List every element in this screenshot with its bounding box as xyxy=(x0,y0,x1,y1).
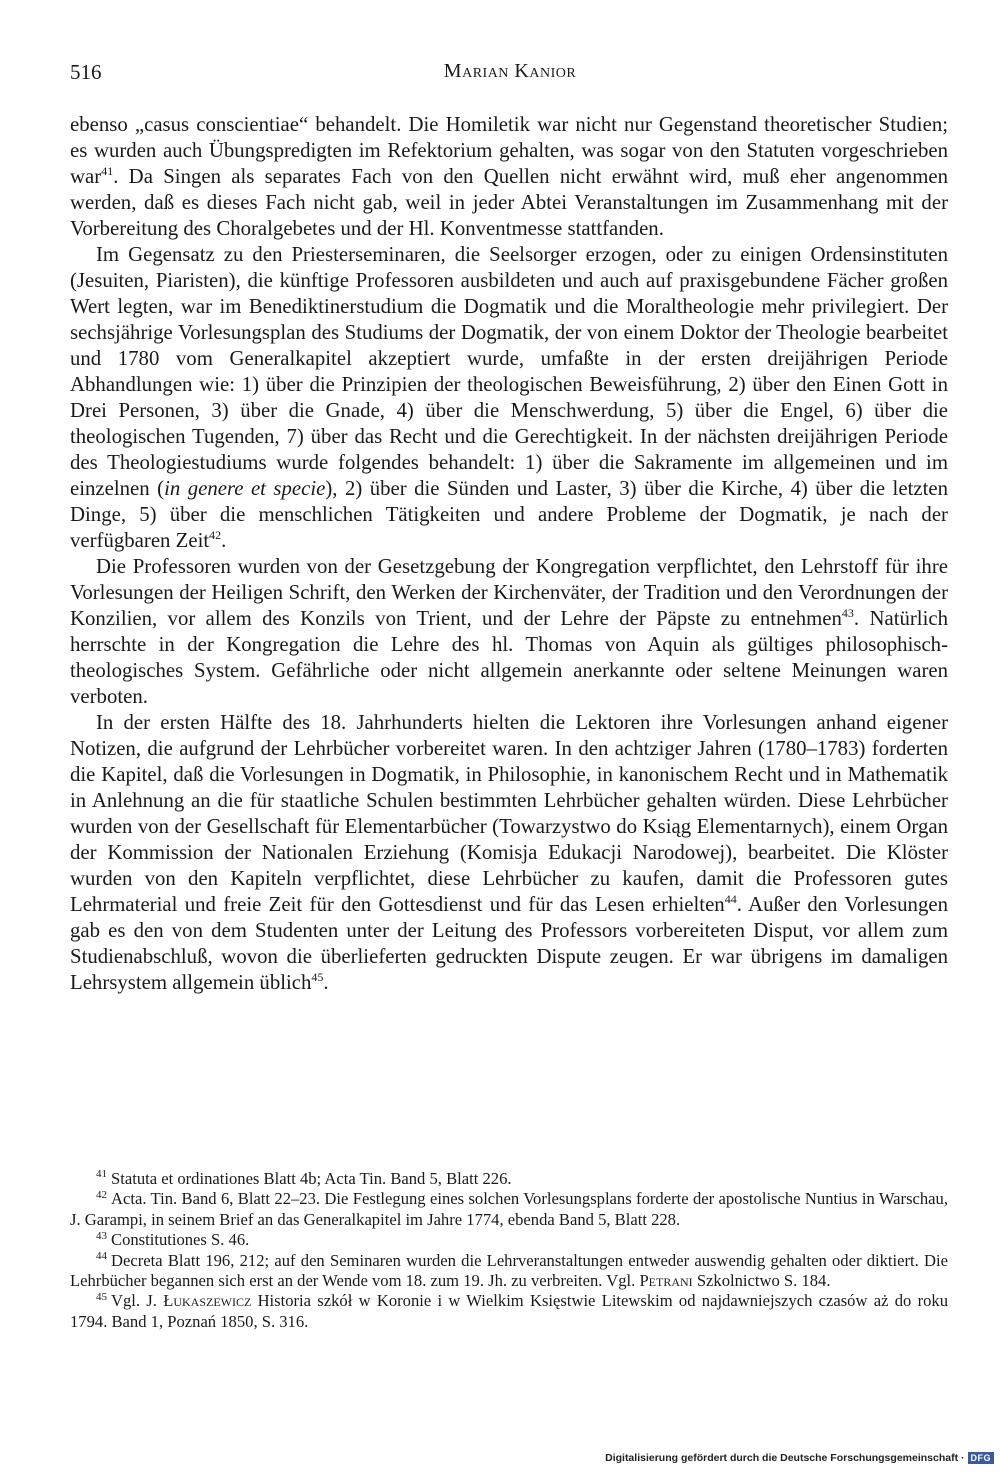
text-run: . xyxy=(323,971,329,994)
text-run: ebenso „casus conscientiae“ behandelt. Die Homiletik war nicht nur Gegenstand theoretischer Studien; es wurden auch Übungspredigten im Refektorium gehalten, was sogar von den Statuten vorgeschrieben war xyxy=(70,113,948,188)
text-run: Statuta et ordinationes Blatt 4b; Acta Tin. Band 5, Blatt 226. xyxy=(111,1169,512,1188)
author-name: Łukaszewicz xyxy=(163,1291,252,1311)
text-run: Acta. Tin. Band 6, Blatt 22–23. Die Festlegung eines solchen Vorlesungsplans forderte der apostolische Nuntius in Warschau, J. Garampi, in seinem Brief an das Generalkapitel im Jahre 1774, ebenda Band 5, Blatt 228. xyxy=(70,1189,948,1229)
digitization-credit xyxy=(605,1452,994,1464)
paragraph xyxy=(70,112,948,242)
text-run: . Da Singen als separates Fach von den Quellen nicht erwähnt wird, muß eher angenommen werden, daß es dieses Fach nicht gab, weil in jeder Abtei Veranstaltungen im Zusammenhang mit der Vorbereitung des Choralgebetes und der Hl. Konventmesse stattfanden. xyxy=(70,165,948,240)
footnote xyxy=(70,1251,948,1292)
text-run: Im Gegensatz zu den Priesterseminaren, die Seelsorger erzogen, oder zu einigen Ordensinstituten (Jesuiten, Piaristen), die künftige Professoren ausbildeten und auch auf praxisgebundene Fächer großen Wert legten, war im Benediktinerstudium die Dogmatik und die Moraltheologie mehr privilegiert. Der sechsjährige Vorlesungsplan des Studiums der Dogmatik, der von einem Doktor der Theologie bearbeitet und 1780 vom Generalkapitel akzeptiert wurde, umfaßte in der ersten dreijährigen Periode Abhandlungen wie: 1) über die Prinzipien der theologischen Beweisführung, 2) über den Einen Gott in Drei Personen, 3) über die Gnade, 4) über die Menschwerdung, 5) über die Engel, 6) über die theologischen Tugenden, 7) über das Recht und die Gerechtigkeit. In der nächsten dreijährigen Periode des Theologiestudiums wurde folgendes behandelt: 1) über die Sakramente im allgemeinen und im einzelnen ( xyxy=(70,243,948,500)
body-text xyxy=(70,112,948,996)
running-head: Marian Kanior xyxy=(443,60,577,82)
footnote-number: 41 xyxy=(96,1168,107,1181)
footnote-ref: 45 xyxy=(311,970,324,985)
author-name: Petrani xyxy=(639,1271,693,1291)
footnote-ref: 42 xyxy=(209,528,222,543)
italic-text: in genere et specie xyxy=(164,477,326,500)
text-run: . Außer den Vorlesungen gab es den von dem Studenten unter der Leitung des Professors vorbereiteten Disput, vor allem zum Studienabschluß, wovon die überlieferten gedruckten Dispute zeugen. Er war übrigens im damaligen Lehrsystem allgemein üblich xyxy=(70,893,948,994)
credit-text: Digitalisierung gefördert durch die Deutsche Forschungsgemeinschaft · xyxy=(605,1452,965,1464)
footnote-number: 44 xyxy=(96,1250,107,1263)
text-run: Die Professoren wurden von der Gesetzgebung der Kongregation verpflichtet, den Lehrstoff für ihre Vorlesungen der Heiligen Schrift, den Werken der Kirchenväter, der Tradition und den Verordnungen der Konzilien, vor allem des Konzils von Trient, und der Lehre der Päpste zu entnehmen xyxy=(70,555,948,630)
text-run: ), 2) über die Sünden und Laster, 3) über die Kirche, 4) über die letzten Dinge, 5) über die menschlichen Tätigkeiten und andere Probleme der Dogmatik, je nach der verfügbaren Zeit xyxy=(70,477,948,552)
paragraph xyxy=(70,710,948,996)
text-run: Decreta Blatt 196, 212; auf den Seminaren wurden die Lehrveranstaltungen entweder auswendig gehalten oder diktiert. Die Lehrbücher begannen sich erst an der Wende vom 18. zum 19. Jh. zu verbreiten. Vgl. xyxy=(70,1250,948,1291)
footnote-number: 42 xyxy=(96,1188,107,1201)
footnotes xyxy=(70,1169,948,1332)
text-run: In der ersten Hälfte des 18. Jahrhunderts hielten die Lektoren ihre Vorlesungen anhand eigener Notizen, die aufgrund der Lehrbücher vorbereitet waren. In den achtziger Jahren (1780–1783) forderten die Kapitel, daß die Vorlesungen in Dogmatik, in Philosophie, in kanonischem Recht und in Mathematik in Anlehnung an die für staatliche Schulen bestimmten Lehrbücher gehalten würden. Diese Lehrbücher wurden von der Gesellschaft für Elementarbücher (Towarzystwo do Ksiąg Elementarnych), einem Organ der Kommission der Nationalen Erziehung (Komisja Edukacji Narodowej), bearbeitet. Die Klöster wurden von den Kapiteln verpflichtet, diese Lehrbücher zu kaufen, damit die Professoren gutes Lehrmaterial und freie Zeit für den Gottesdienst und für das Lesen erhielten xyxy=(70,711,948,916)
footnote xyxy=(70,1291,948,1332)
footnote-number: 43 xyxy=(96,1229,107,1242)
text-run: Constitutiones S. 46. xyxy=(111,1230,250,1250)
footnote-number: 45 xyxy=(96,1290,107,1303)
paragraph xyxy=(70,554,948,710)
text-run: . xyxy=(221,529,227,552)
footnote-ref: 41 xyxy=(101,164,114,179)
text-run: Szkolnictwo S. 184. xyxy=(692,1271,831,1291)
paragraph xyxy=(70,242,948,554)
page-number: 516 xyxy=(70,60,102,84)
footnote-ref: 43 xyxy=(841,606,854,621)
page-header xyxy=(70,60,950,90)
text-run: Vgl. J. xyxy=(111,1291,164,1311)
dfg-logo: DFG xyxy=(968,1452,995,1464)
text-run: . Natürlich herrschte in der Kongregation die Lehre des hl. Thomas von Aquin als gültiges philosophisch-theologisches System. Gefährliche oder nicht allgemein anerkannte oder seltene Meinungen waren verboten. xyxy=(70,607,948,708)
footnote xyxy=(70,1169,948,1189)
text-run: Historia szkół w Koronie i w Wielkim Księstwie Litewskim od najdawniejszych czasów aż do roku 1794. Band 1, Poznań 1850, S. 316. xyxy=(70,1291,948,1331)
footnote-ref: 44 xyxy=(724,892,737,907)
footnote xyxy=(70,1189,948,1230)
footnote xyxy=(70,1230,948,1250)
